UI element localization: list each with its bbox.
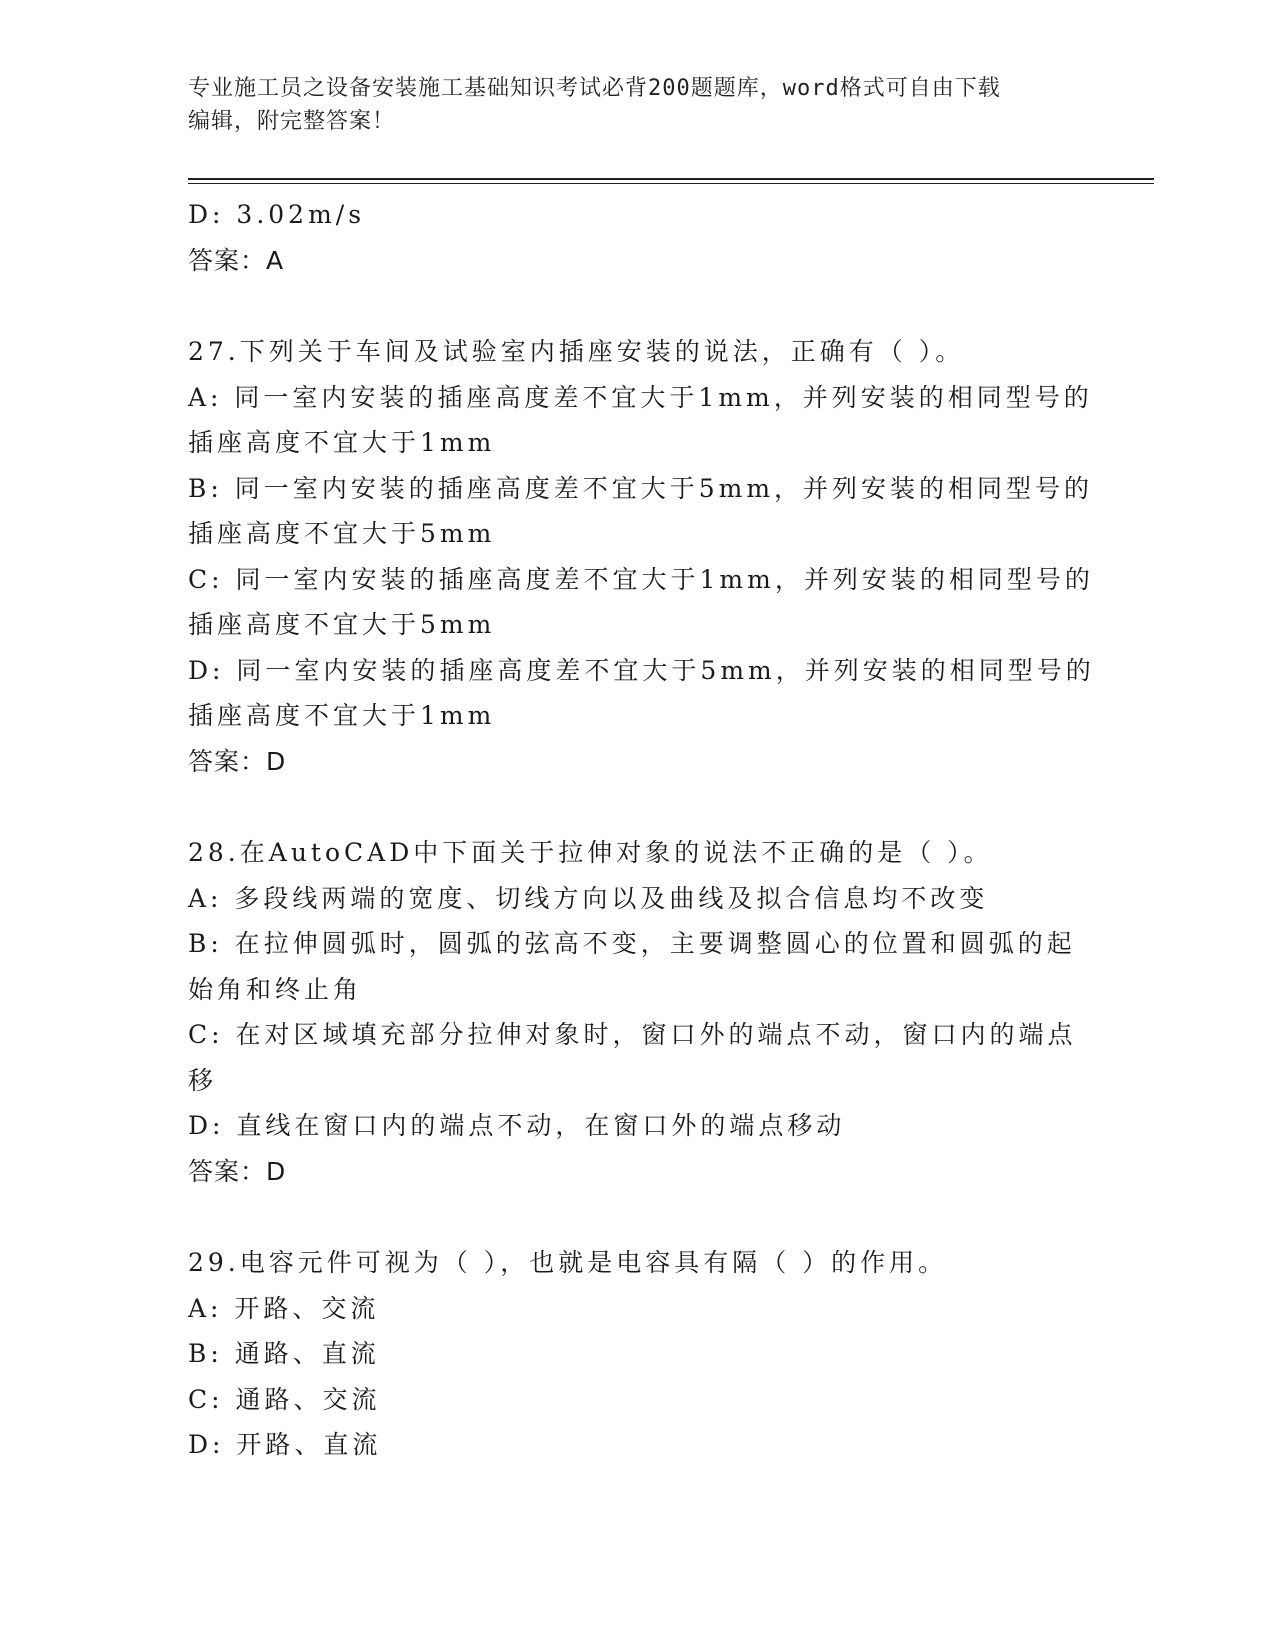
option-a-continued: 插座高度不宜大于1mm: [188, 428, 496, 457]
question-text: 29.电容元件可视为（ ），也就是电容具有隔（ ）的作用。: [188, 1248, 948, 1277]
question-block-28: [188, 830, 1088, 1194]
option-a: A: 开路、交流: [188, 1293, 380, 1323]
option-d: D: 同一室内安装的插座高度差不宜大于5mm，并列安装的相同型号的: [188, 655, 1095, 685]
spacer: [188, 1194, 1088, 1240]
option-a: A: 多段线两端的宽度、切线方向以及曲线及拟合信息均不改变: [188, 883, 989, 913]
option-b-continued: 插座高度不宜大于5mm: [188, 519, 496, 548]
spacer: [188, 283, 1088, 329]
option-b: B: 通路、直流: [188, 1339, 380, 1368]
header-title-line-2: 编辑，附完整答案！: [188, 109, 396, 134]
question-text: 28.在AutoCAD中下面关于拉伸对象的说法不正确的是（ ）。: [188, 838, 993, 867]
header-title-line-1: 专业施工员之设备安装施工基础知识考试必背200题题库，word格式可自由下载: [188, 76, 1001, 101]
option-c: C: 在对区域填充部分拉伸对象时，窗口外的端点不动，窗口内的端点: [188, 1020, 1077, 1049]
answer-line: 答案：A: [188, 245, 285, 275]
option-c: C: 同一室内安装的插座高度差不宜大于1mm，并列安装的相同型号的: [188, 564, 1094, 594]
question-block-29: [188, 1240, 1088, 1468]
option-d: D: 开路、直流: [188, 1430, 382, 1459]
option-a: A: 同一室内安装的插座高度差不宜大于1mm，并列安装的相同型号的: [188, 382, 1093, 412]
option-c-continued: 移: [188, 1065, 218, 1095]
header-divider-thin: [188, 183, 1154, 184]
option-c-continued: 插座高度不宜大于5mm: [188, 610, 496, 639]
question-block-prev: [188, 192, 1088, 283]
question-list: [188, 192, 1095, 1468]
header-divider-thick: [188, 178, 1154, 180]
option-d-continued: 插座高度不宜大于1mm: [188, 701, 496, 730]
question-text: 27.下列关于车间及试验室内插座安装的说法，正确有（ ）。: [188, 337, 965, 366]
option-d: D: 3.02m/s: [188, 200, 366, 229]
question-block-27: [188, 329, 1095, 784]
option-b: B: 同一室内安装的插座高度差不宜大于5mm，并列安装的相同型号的: [188, 473, 1094, 503]
answer-line: 答案：D: [188, 1156, 287, 1186]
option-b: B: 在拉伸圆弧时，圆弧的弦高不变，主要调整圆心的位置和圆弧的起: [188, 929, 1076, 958]
answer-line: 答案：D: [188, 746, 287, 776]
option-c: C: 通路、交流: [188, 1384, 381, 1414]
option-b-continued: 始角和终止角: [188, 974, 363, 1004]
spacer: [188, 784, 1088, 830]
option-d: D: 直线在窗口内的端点不动，在窗口外的端点移动: [188, 1111, 846, 1140]
page-header: [188, 72, 1068, 138]
